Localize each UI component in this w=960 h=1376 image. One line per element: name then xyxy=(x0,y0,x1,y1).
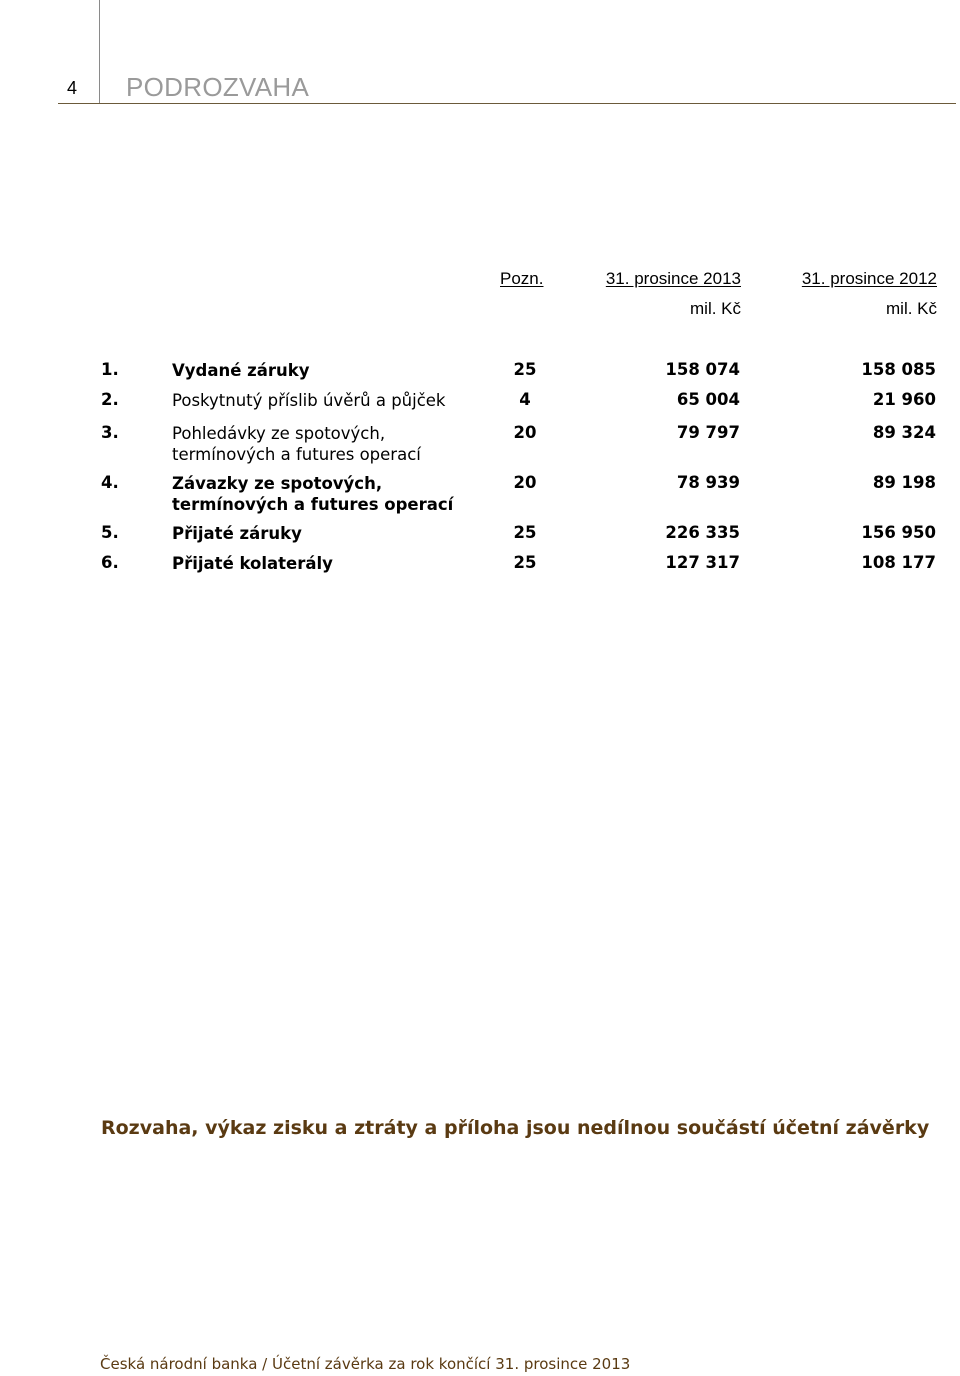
row-value-2013: 127 317 xyxy=(665,553,740,572)
column-unit-2012: mil. Kč xyxy=(886,299,937,318)
row-value-2012: 89 198 xyxy=(872,473,936,492)
row-label: Závazky ze spotových, termínových a futures operací xyxy=(172,474,454,514)
closing-statement: Rozvaha, výkaz zisku a ztráty a příloha jsou nedílnou součástí účetní závěrky xyxy=(101,1117,930,1139)
section-title: PODROZVAHA xyxy=(126,72,310,102)
row-note: 20 xyxy=(513,473,537,492)
header-horizontal-rule xyxy=(58,103,956,104)
header-vertical-rule xyxy=(99,0,100,104)
row-number: 3. xyxy=(101,423,119,442)
row-number: 6. xyxy=(101,553,119,572)
row-label: Přijaté kolaterály xyxy=(172,554,333,573)
row-value-2013: 79 797 xyxy=(676,423,740,442)
page-footer: Česká národní banka / Účetní závěrka za rok končící 31. prosince 2013 xyxy=(100,1355,631,1373)
row-note: 25 xyxy=(513,523,537,542)
row-number: 1. xyxy=(101,360,119,379)
row-note: 25 xyxy=(513,553,537,572)
row-value-2013: 226 335 xyxy=(665,523,740,542)
column-unit-2013: mil. Kč xyxy=(690,299,741,318)
row-value-2013: 158 074 xyxy=(665,360,740,379)
row-value-2012: 89 324 xyxy=(872,423,936,442)
row-label: Vydané záruky xyxy=(172,361,310,380)
row-label: Přijaté záruky xyxy=(172,524,302,543)
row-value-2012: 21 960 xyxy=(872,390,936,409)
row-number: 4. xyxy=(101,473,119,492)
section-number: 4 xyxy=(67,78,78,98)
row-note: 25 xyxy=(513,360,537,379)
row-label: Pohledávky ze spotových, termínových a futures operací xyxy=(172,424,421,464)
row-number: 2. xyxy=(101,390,119,409)
row-note: 4 xyxy=(519,390,531,409)
row-number: 5. xyxy=(101,523,119,542)
row-value-2013: 65 004 xyxy=(676,390,740,409)
column-header-note: Pozn. xyxy=(500,269,544,288)
column-header-2013: 31. prosince 2013 xyxy=(605,269,741,288)
row-value-2013: 78 939 xyxy=(676,473,740,492)
row-label: Poskytnutý příslib úvěrů a půjček xyxy=(172,391,446,410)
row-value-2012: 158 085 xyxy=(861,360,936,379)
row-value-2012: 156 950 xyxy=(861,523,936,542)
column-header-2012: 31. prosince 2012 xyxy=(801,269,937,288)
row-value-2012: 108 177 xyxy=(861,553,936,572)
row-note: 20 xyxy=(513,423,537,442)
